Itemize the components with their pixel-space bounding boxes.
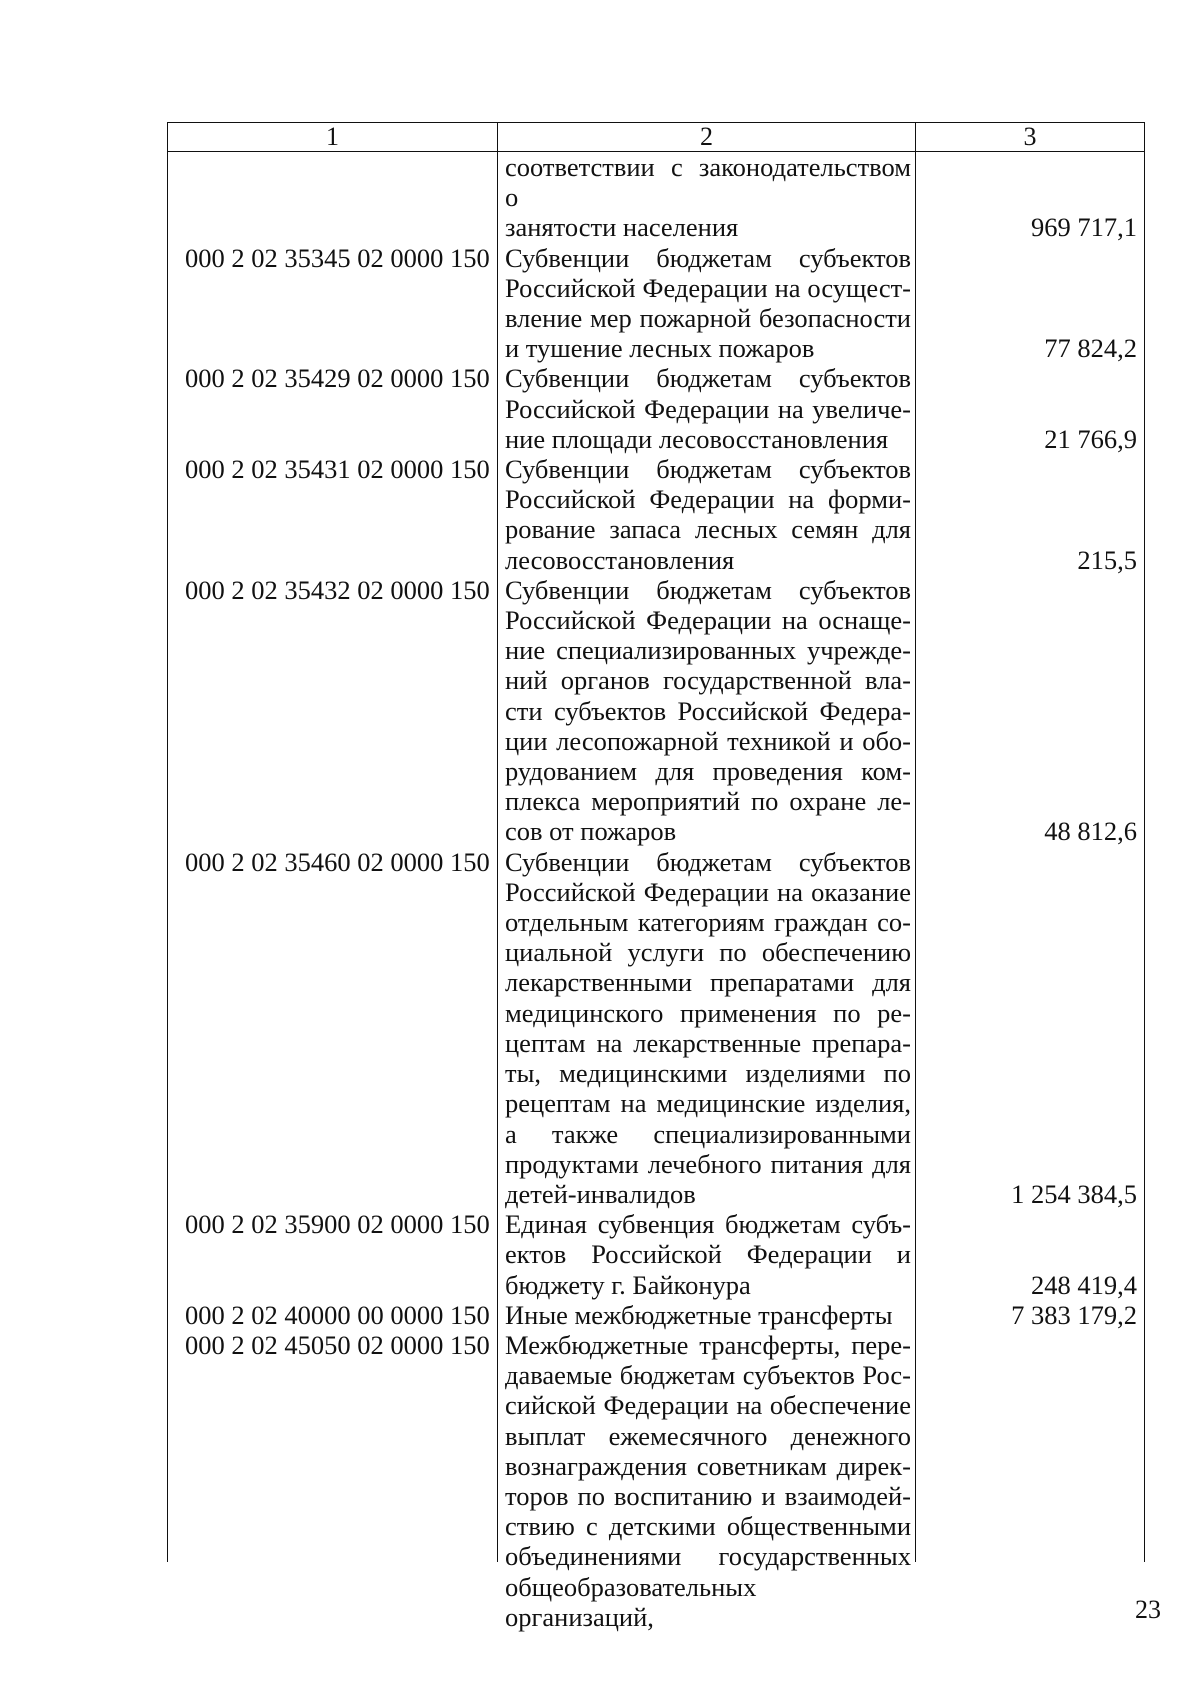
description-line: Субвенции бюджетам субъектов — [505, 363, 911, 394]
amount-value: 969 717,1 — [1031, 212, 1137, 243]
income-description — [497, 454, 915, 575]
table-row — [167, 1330, 1145, 1632]
table-row — [167, 1300, 1145, 1330]
description-line: Субвенции бюджетам субъектов — [505, 242, 911, 273]
amount-value: 1 254 384,5 — [1011, 1178, 1137, 1209]
description-line: Иные межбюджетные трансферты — [505, 1299, 893, 1330]
description-line: рование запаса лесных семян для — [505, 514, 911, 545]
budget-code: 000 2 02 35460 02 0000 150 — [185, 846, 490, 877]
table-row — [167, 243, 1145, 364]
table-row — [167, 363, 1145, 454]
amount-value: 77 824,2 — [1044, 333, 1137, 364]
description-line: рецептам на медицинские изделия, — [505, 1088, 911, 1119]
description-line: ты, медицинскими изделиями по — [505, 1058, 911, 1089]
income-description — [497, 243, 915, 364]
description-line: Субвенции бюджетам субъектов — [505, 454, 911, 485]
description-line: ние площади лесовосстановления — [505, 423, 889, 454]
budget-code: 000 2 02 35432 02 0000 150 — [185, 574, 490, 605]
description-line: Российской Федерации на форми- — [505, 484, 911, 515]
description-line: ние специализированных учрежде- — [505, 635, 911, 666]
income-description — [497, 152, 915, 243]
page-number: 23 — [1135, 1595, 1161, 1624]
table-body — [167, 152, 1145, 1632]
description-line: Субвенции бюджетам субъектов — [505, 846, 911, 877]
amount-value: 215,5 — [1077, 544, 1137, 575]
description-line: выплат ежемесячного денежного — [505, 1420, 911, 1451]
description-line: детей-инвалидов — [505, 1178, 696, 1209]
income-description — [497, 1300, 915, 1330]
description-line: а также специализированными — [505, 1118, 911, 1149]
description-line: и тушение лесных пожаров — [505, 333, 815, 364]
header-col-2: 2 — [498, 123, 916, 151]
description-line: бюджету г. Байконура — [505, 1269, 751, 1300]
description-line: ции лесопожарной техникой и обо- — [505, 725, 911, 756]
amount-cell — [915, 1300, 1145, 1330]
income-description — [497, 1209, 915, 1300]
header-col-3: 3 — [1023, 122, 1037, 151]
table-row — [167, 152, 1145, 243]
budget-code: 000 2 02 45050 02 0000 150 — [185, 1329, 490, 1360]
amount-value: 7 383 179,2 — [1011, 1299, 1137, 1330]
table-row — [167, 454, 1145, 575]
amount-cell — [915, 1330, 1145, 1632]
amount-cell — [915, 363, 1145, 454]
description-line: отдельным категориям граждан со- — [505, 907, 911, 938]
description-line: циальной услуги по обеспечению — [505, 937, 911, 968]
table-row — [167, 1209, 1145, 1300]
description-line: сийской Федерации на обеспечение — [505, 1390, 911, 1421]
amount-value: 21 766,9 — [1044, 423, 1137, 454]
amount-cell — [915, 1209, 1145, 1300]
budget-code: 000 2 02 35431 02 0000 150 — [185, 454, 490, 485]
budget-code: 000 2 02 40000 00 0000 150 — [185, 1299, 490, 1330]
budget-code — [167, 152, 497, 243]
description-line: Российской Федерации на оснаще- — [505, 605, 911, 636]
description-line: Субвенции бюджетам субъектов — [505, 574, 911, 605]
amount-cell — [915, 454, 1145, 575]
amount-value: 248 419,4 — [1031, 1269, 1137, 1300]
description-line: лесовосстановления — [505, 544, 735, 575]
description-line: сов от пожаров — [505, 816, 677, 847]
description-line: лекарственными препаратами для — [505, 967, 911, 998]
table-row — [167, 575, 1145, 847]
description-line: сти субъектов Российской Федера- — [505, 695, 911, 726]
description-line: рудованием для проведения ком- — [505, 756, 911, 787]
header-col-1: 1 — [168, 123, 498, 151]
description-line: ний органов государственной вла- — [505, 665, 911, 696]
table-row — [167, 847, 1145, 1209]
amount-value: 48 812,6 — [1044, 816, 1137, 847]
budget-code: 000 2 02 35345 02 0000 150 — [185, 242, 490, 273]
description-line: Межбюджетные трансферты, пере- — [505, 1329, 911, 1360]
description-line: общеобразовательных организаций, — [505, 1571, 757, 1632]
description-line: объединениями государственных — [505, 1541, 911, 1572]
income-description — [497, 847, 915, 1209]
budget-code: 000 2 02 35429 02 0000 150 — [185, 363, 490, 394]
amount-cell — [915, 152, 1145, 243]
description-line: Российской Федерации на оказание — [505, 876, 911, 907]
description-line: ектов Российской Федерации и — [505, 1239, 911, 1270]
description-line: Российской Федерации на увеличе- — [505, 393, 911, 424]
income-description — [497, 1330, 915, 1632]
income-description — [497, 575, 915, 847]
description-line: даваемые бюджетам субъектов Рос- — [505, 1360, 911, 1391]
description-line: Российской Федерации на осущест- — [505, 272, 911, 303]
amount-cell — [915, 847, 1145, 1209]
description-line: медицинского применения по ре- — [505, 997, 911, 1028]
description-line: вление мер пожарной безопасности — [505, 303, 911, 334]
description-line: ствию с детскими общественными — [505, 1511, 911, 1542]
description-line: плекса мероприятий по охране ле- — [505, 786, 911, 817]
description-line: Единая субвенция бюджетам субъ- — [505, 1209, 911, 1240]
description-line: торов по воспитанию и взаимодей- — [505, 1480, 911, 1511]
budget-code: 000 2 02 35900 02 0000 150 — [185, 1209, 490, 1240]
description-line: вознаграждения советникам дирек- — [505, 1450, 911, 1481]
table-header-row — [167, 122, 1145, 152]
amount-cell — [915, 243, 1145, 364]
description-line: продуктами лечебного питания для — [505, 1148, 911, 1179]
description-line: цептам на лекарственные препара- — [505, 1027, 911, 1058]
description-line: соответствии с законодательством о — [505, 152, 911, 213]
income-description — [497, 363, 915, 454]
description-line: занятости населения — [505, 212, 739, 243]
amount-cell — [915, 575, 1145, 847]
